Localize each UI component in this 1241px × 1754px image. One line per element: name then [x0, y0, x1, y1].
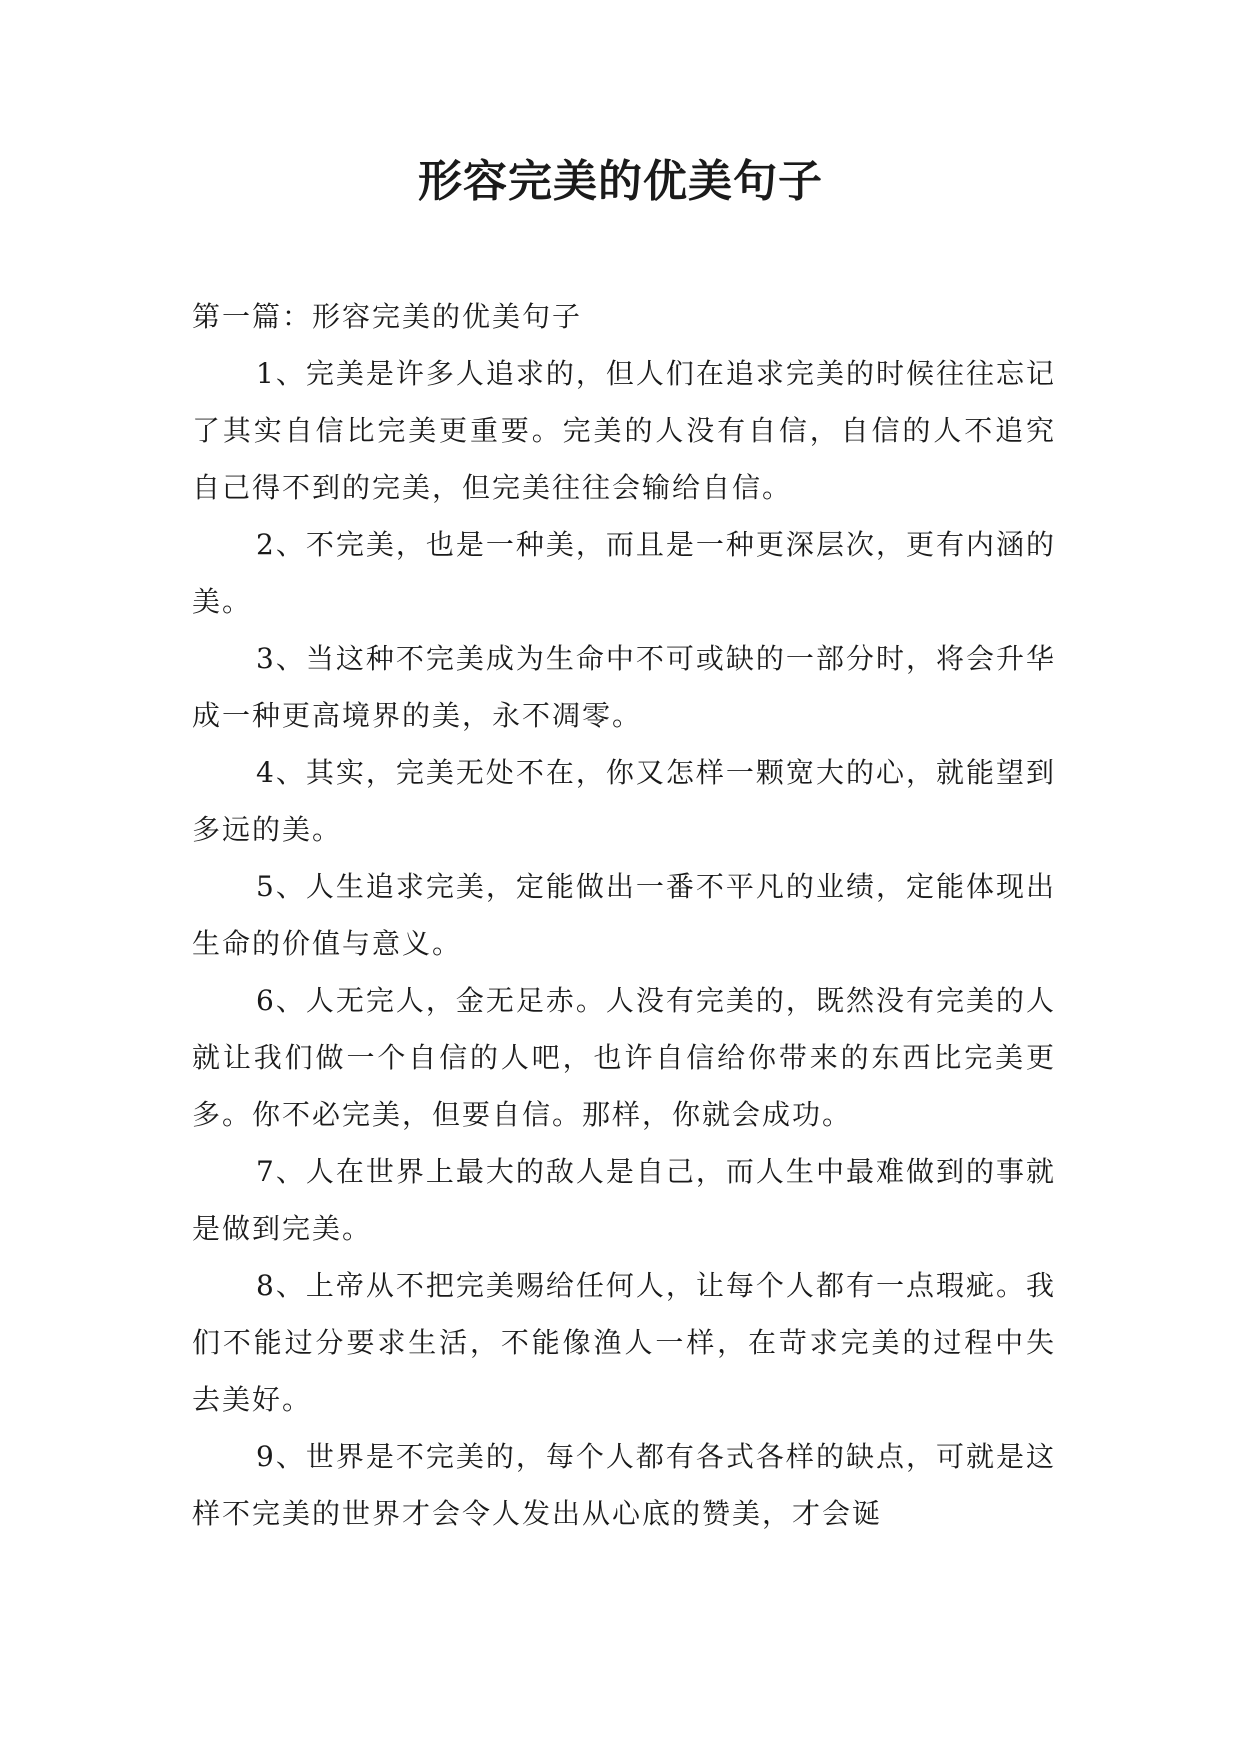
paragraph-1: 1、完美是许多人追求的，但人们在追求完美的时候往往忘记了其实自信比完美更重要。完美的人没有自信，自信的人不追究自己得不到的完美，但完美往往会输给自信。 [192, 357, 1056, 504]
paragraph-5: 5、人生追求完美，定能做出一番不平凡的业绩，定能体现出生命的价值与意义。 [192, 870, 1056, 960]
paragraph-7: 7、人在世界上最大的敌人是自己，而人生中最难做到的事就是做到完美。 [192, 1155, 1056, 1245]
document-title: 形容完美的优美句子 [418, 156, 823, 207]
paragraph-2: 2、不完美，也是一种美，而且是一种更深层次，更有内涵的美。 [192, 528, 1056, 618]
paragraph-6: 6、人无完人，金无足赤。人没有完美的，既然没有完美的人就让我们做一个自信的人吧，也许自信给你带来的东西比完美更多。你不必完美，但要自信。那样，你就会成功。 [192, 984, 1056, 1131]
document-body [192, 288, 1056, 1542]
paragraph-4: 4、其实，完美无处不在，你又怎样一颗宽大的心，就能望到多远的美。 [192, 756, 1056, 846]
paragraph-8: 8、上帝从不把完美赐给任何人，让每个人都有一点瑕疵。我们不能过分要求生活，不能像渔人一样，在苛求完美的过程中失去美好。 [192, 1269, 1056, 1416]
paragraph-9: 9、世界是不完美的，每个人都有各式各样的缺点，可就是这样不完美的世界才会令人发出从心底的赞美，才会诞 [192, 1440, 1056, 1530]
section-heading: 第一篇：形容完美的优美句子 [192, 300, 583, 333]
paragraph-3: 3、当这种不完美成为生命中不可或缺的一部分时，将会升华成一种更高境界的美，永不凋零。 [192, 642, 1056, 732]
